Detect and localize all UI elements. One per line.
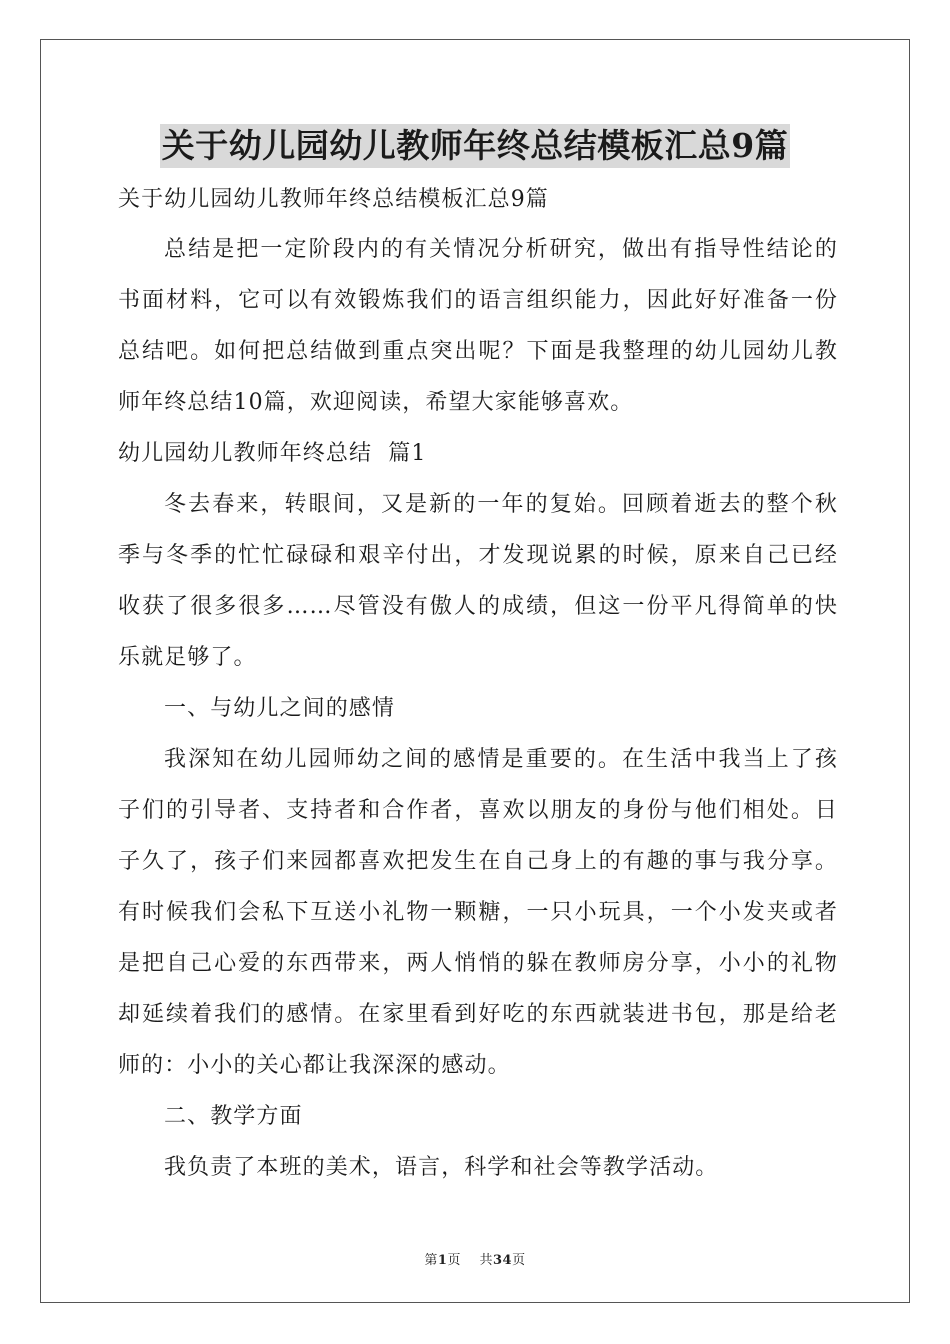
title-container bbox=[0, 124, 950, 168]
page-prefix: 第 bbox=[424, 1253, 438, 1268]
paragraph-line: 师的：小小的关心都让我深深的感动。 bbox=[118, 1053, 511, 1078]
paragraph-line: 子久了，孩子们来园都喜欢把发生在自己身上的有趣的事与我分享。 bbox=[118, 849, 838, 874]
document-body bbox=[118, 176, 838, 1193]
section-heading: 幼儿园幼儿教师年终总结 篇1 bbox=[118, 441, 427, 466]
subheading-emotion: 一、与幼儿之间的感情 bbox=[164, 696, 396, 721]
paragraph-line: 子们的引导者、支持者和合作者，喜欢以朋友的身份与他们相处。日 bbox=[118, 798, 838, 823]
page-suffix: 页 bbox=[512, 1253, 526, 1268]
paragraph-line: 季与冬季的忙忙碌碌和艰辛付出，才发现说累的时候，原来自己已经 bbox=[118, 543, 838, 568]
paragraph-line: 师年终总结10篇，欢迎阅读，希望大家能够喜欢。 bbox=[118, 390, 634, 415]
paragraph-line: 有时候我们会私下互送小礼物一颗糖，一只小玩具，一个小发夹或者 bbox=[118, 900, 838, 925]
page-current: 1 bbox=[437, 1253, 448, 1268]
paragraph-line: 冬去春来，转眼间，又是新的一年的复始。回顾着逝去的整个秋 bbox=[164, 492, 838, 517]
paragraph-line: 总结吧。如何把总结做到重点突出呢？下面是我整理的幼儿园幼儿教 bbox=[118, 339, 838, 364]
paragraph-line: 是把自己心爱的东西带来，两人悄悄的躲在教师房分享，小小的礼物 bbox=[118, 951, 838, 976]
subheading-teaching: 二、教学方面 bbox=[164, 1104, 303, 1129]
paragraph-line: 总结是把一定阶段内的有关情况分析研究，做出有指导性结论的 bbox=[164, 237, 838, 262]
paragraph-line: 我深知在幼儿园师幼之间的感情是重要的。在生活中我当上了孩 bbox=[164, 747, 838, 772]
paragraph-line: 却延续着我们的感情。在家里看到好吃的东西就装进书包，那是给老 bbox=[118, 1002, 838, 1027]
paragraph-line: 我负责了本班的美术，语言，科学和社会等教学活动。 bbox=[164, 1155, 719, 1180]
paragraph-line: 乐就足够了。 bbox=[118, 645, 257, 670]
paragraph-line: 收获了很多很多……尽管没有傲人的成绩，但这一份平凡得简单的快 bbox=[118, 594, 838, 619]
page-footer bbox=[0, 1249, 950, 1268]
document-subtitle: 关于幼儿园幼儿教师年终总结模板汇总9篇 bbox=[118, 187, 549, 212]
page-total: 34 bbox=[492, 1253, 513, 1268]
document-title: 关于幼儿园幼儿教师年终总结模板汇总9篇 bbox=[160, 124, 790, 168]
paragraph-line: 书面材料，它可以有效锻炼我们的语言组织能力，因此好好准备一份 bbox=[118, 288, 838, 313]
page-mid: 页 共 bbox=[447, 1253, 493, 1268]
